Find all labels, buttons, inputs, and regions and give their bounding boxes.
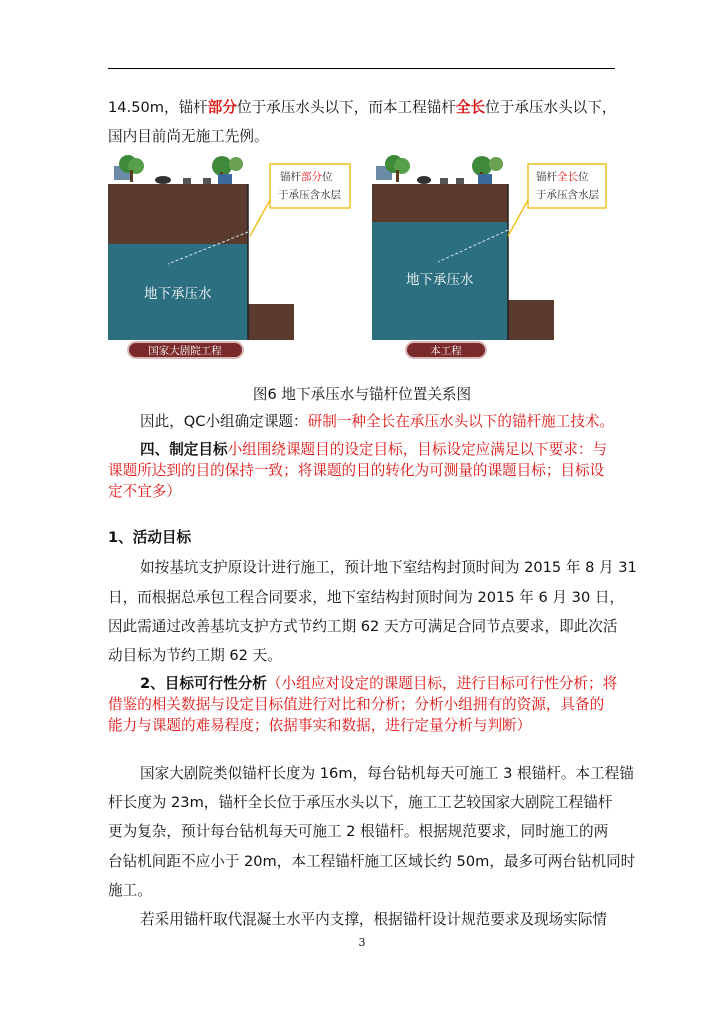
guidance-note: 小组围绕课题目的设定目标，目标设定应满足以下要求：与 <box>227 441 608 458</box>
text: 因此，QC小组确定课题： <box>140 413 308 430</box>
para4-line1: 若采用锚杆取代混凝土水平内支撑，根据锚杆设计规范要求及现场实际情 <box>140 911 608 928</box>
section4-line3: 定不宜多） <box>108 483 181 500</box>
callout-text: 于承压含水层 <box>278 189 341 201</box>
sub1-line1: 如按基坑支护原设计进行施工，预计地下室结构封顶时间为 2015 年 8 月 31 <box>140 559 637 576</box>
sub2-line1 <box>140 674 650 694</box>
subsection-heading-2: 2、目标可行性分析 <box>140 675 267 692</box>
header-rule <box>108 68 615 69</box>
sub1-line3: 因此需通过改善基坑支护方式节约工期 62 天方可满足合同节点要求，即此次活 <box>108 618 618 635</box>
soil-layer <box>372 184 508 222</box>
svg-text:锚杆部分位 <box>280 170 333 183</box>
sub2-line2: 借鉴的相关数据与设定目标值进行对比和分析；分析小组拥有的资源，具备的 <box>108 696 605 713</box>
text: 14.50m，锚杆 <box>108 99 208 116</box>
para3-line1: 国家大剧院类似锚杆长度为 16m，每台钻机每天可施工 3 根锚杆。本工程锚 <box>140 765 634 782</box>
section4-line2: 课题所达到的目的保持一致；将课题的目的转化为可测量的课题目标；目标设 <box>108 462 605 479</box>
water-label: 地下承压水 <box>144 286 212 302</box>
sub2-line3: 能力与课题的难易程度；依据事实和数据，进行定量分析与判断） <box>108 717 532 734</box>
svg-text:锚杆全长位 <box>536 170 589 183</box>
callout-highlight: 全长 <box>557 171 578 183</box>
highlight-full: 全长 <box>455 99 486 116</box>
text: 位于承压水头以下， <box>485 99 617 116</box>
para3-line2: 杆长度为 23m，锚杆全长位于承压水头以下，施工工艺较国家大剧院工程锚杆 <box>108 794 613 811</box>
para3-line5: 施工。 <box>108 882 152 899</box>
para1-line2: 国内目前尚无施工先例。 <box>108 128 269 145</box>
callout-text: 于承压含水层 <box>536 189 599 201</box>
callout-text: 锚杆 <box>280 171 301 183</box>
callout-left <box>248 160 352 240</box>
topic-highlight: 研制一种全长在承压水头以下的锚杆施工技术。 <box>307 413 615 430</box>
soil-layer <box>108 184 248 244</box>
para1-line1 <box>108 98 618 118</box>
sub1-line4: 动目标为节约工期 62 天。 <box>108 647 282 664</box>
highlight-partial: 部分 <box>207 99 237 116</box>
sub1-line2: 日，而根据总承包工程合同要求，地下室结构封顶时间为 2015 年 6 月 30 日， <box>108 589 625 606</box>
figure-right-tag: 本工程 <box>430 345 462 357</box>
figure-caption: 图6 地下承压水与锚杆位置关系图 <box>252 386 472 403</box>
callout-text: 位 <box>578 171 589 183</box>
section4-line1 <box>140 440 650 460</box>
subsection-heading-1: 1、活动目标 <box>108 529 192 546</box>
surface-decoration <box>114 155 243 184</box>
callout-text: 锚杆 <box>536 171 557 183</box>
figure-left-tag: 国家大剧院工程 <box>148 345 222 357</box>
guidance-note: （小组应对设定的课题目标，进行目标可行性分析；将 <box>266 675 618 692</box>
surface-decoration <box>376 155 503 184</box>
callout-highlight: 部分 <box>301 171 322 183</box>
para3-line4: 台钻机间距不应小于 20m，本工程锚杆施工区域长约 50m，最多可两台钻机同时 <box>108 853 636 870</box>
water-label: 地下承压水 <box>406 272 474 288</box>
para3-line3: 更为复杂，预计每台钻机每天可施工 2 根锚杆。根据规范要求，同时施工的两 <box>108 823 609 840</box>
pit-bottom-soil <box>248 304 294 340</box>
callout-text: 位 <box>322 171 333 183</box>
page-number: 3 <box>358 936 366 949</box>
pit-bottom-soil <box>508 300 554 340</box>
section-heading: 四、制定目标 <box>140 441 228 458</box>
callout-right <box>506 160 610 240</box>
para2 <box>140 412 650 432</box>
text: 位于承压水头以下，而本工程锚杆 <box>236 99 456 116</box>
